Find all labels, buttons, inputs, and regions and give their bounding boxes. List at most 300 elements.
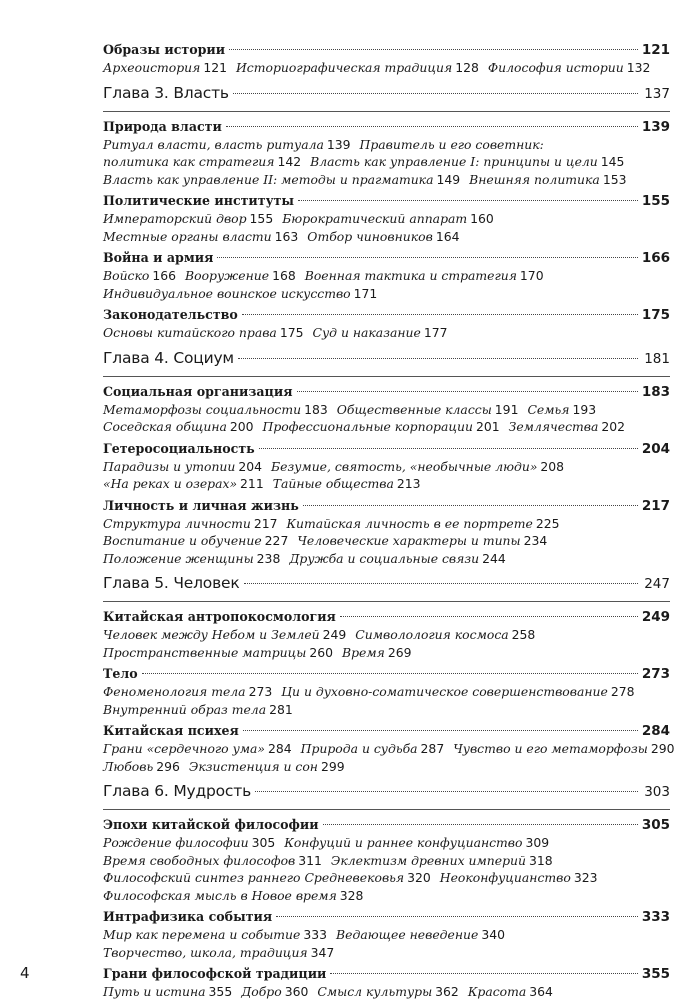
toc-chapter[interactable]: [103, 80, 670, 107]
subsection-page-number: 278: [610, 684, 635, 699]
subsection-entry[interactable]: [189, 759, 345, 774]
dot-leader: [226, 126, 638, 127]
dot-leader: [244, 583, 638, 584]
subsection-page-number: 191: [494, 401, 519, 417]
subsection-page-number: 249: [322, 627, 347, 642]
subsection-page-number: 362: [435, 984, 459, 999]
subsection-title: Символология космоса: [355, 627, 509, 642]
subsection-title: Суд и наказание: [312, 325, 421, 340]
subsection-page-number: 193: [572, 401, 597, 417]
dot-leader: [259, 448, 638, 449]
subsection-page-number: 340: [481, 927, 505, 942]
subsection-page-number: 211: [240, 476, 264, 491]
subsection-page-number: 364: [529, 984, 553, 999]
subsection-page-number: 213: [396, 476, 421, 491]
subsection-line: [103, 983, 670, 1001]
subsection-entry[interactable]: [307, 229, 459, 244]
subsection-entry[interactable]: [103, 888, 363, 903]
subsection-title: Безумие, святость, «необычные люди»: [271, 458, 538, 474]
subsection-entry[interactable]: [103, 419, 254, 434]
subsection-line: [103, 401, 670, 419]
divider: [103, 809, 670, 811]
toc-section[interactable]: [103, 305, 670, 324]
subsection-page-number: 204: [238, 458, 263, 474]
section-page-number: 333: [641, 909, 670, 925]
dot-leader: [303, 505, 638, 506]
subsection-entry[interactable]: [103, 870, 431, 885]
subsection-entry[interactable]: [103, 927, 327, 942]
subsection-title: Время: [342, 644, 385, 660]
subsection-page-number: 323: [573, 870, 598, 885]
subsection-entry[interactable]: [271, 459, 564, 474]
toc-section[interactable]: [103, 607, 670, 626]
subsection-entry[interactable]: [440, 870, 598, 885]
subsection-entry[interactable]: [301, 741, 445, 756]
subsection-entry[interactable]: [103, 551, 280, 566]
subsection-title: Смысл культуры: [317, 984, 433, 999]
section-title: Эпохи китайской философии: [103, 817, 319, 832]
chapter-page-number: 181: [644, 350, 670, 367]
subsection-line: [103, 136, 670, 154]
subsection-entry[interactable]: [103, 627, 346, 642]
section-title: Законодательство: [103, 307, 238, 322]
subsection-entry[interactable]: [103, 476, 264, 491]
section-title: Политические институты: [103, 193, 295, 208]
subsection-title: Индивидуальное воинское искусство: [103, 285, 351, 301]
subsection-page-number: 145: [600, 154, 625, 169]
toc-chapter[interactable]: [103, 570, 670, 597]
subsection-title: Власть как управление I: принципы и цели: [310, 154, 598, 169]
subsection-list: [103, 626, 670, 661]
toc-section[interactable]: [103, 382, 670, 401]
subsection-title: Бюрократический аппарат: [282, 211, 468, 226]
subsection-line: [103, 758, 670, 776]
subsection-line: [103, 210, 670, 228]
section-page-number: 155: [641, 193, 670, 209]
subsection-page-number: 200: [229, 419, 254, 434]
subsection-title: Войско: [103, 268, 150, 283]
subsection-title: Экзистенция и сон: [188, 758, 318, 774]
subsection-line: [103, 740, 675, 758]
toc-section[interactable]: [103, 191, 670, 210]
dot-leader: [242, 314, 638, 315]
subsection-title: Местные органы власти: [103, 228, 272, 244]
subsection-line: [103, 418, 670, 436]
subsection-entry[interactable]: [355, 627, 535, 642]
subsection-title: Творчество, школа, традиция: [103, 944, 308, 960]
subsection-entry[interactable]: [103, 459, 262, 474]
subsection-page-number: 132: [626, 60, 651, 75]
subsection-title: Природа и судьба: [300, 741, 418, 756]
divider: [103, 376, 670, 378]
section-title: Интрафизика события: [103, 909, 273, 924]
subsection-entry[interactable]: [282, 211, 494, 226]
subsection-entry[interactable]: [103, 702, 293, 717]
subsection-entry[interactable]: [468, 984, 553, 999]
subsection-title: Мир как перемена и событие: [103, 927, 301, 942]
subsection-entry[interactable]: [103, 154, 301, 169]
toc-section[interactable]: [103, 664, 670, 683]
subsection-line: [103, 852, 670, 870]
subsection-title: Грани «сердечного ума»: [103, 741, 265, 756]
section-title: Китайская психея: [103, 723, 239, 738]
toc-section[interactable]: [103, 117, 670, 136]
subsection-page-number: 153: [602, 171, 627, 187]
subsection-page-number: 296: [156, 758, 180, 774]
subsection-list: [103, 324, 670, 342]
toc-section[interactable]: [103, 439, 670, 458]
subsection-title: Неоконфуцианство: [439, 870, 571, 885]
subsection-title: Философская мысль в Новое время: [103, 887, 337, 903]
subsection-title: Воспитание и обучение: [103, 533, 262, 548]
subsection-page-number: 149: [436, 171, 461, 187]
subsection-title: Внутренний образ тела: [103, 701, 267, 717]
toc-section[interactable]: [103, 815, 670, 834]
section-title: Тело: [103, 666, 138, 681]
subsection-title: Дружба и социальные связи: [289, 550, 480, 566]
chapter-page-number: 303: [644, 784, 670, 800]
subsection-title: Метаморфозы социальности: [103, 401, 302, 417]
subsection-title: Пространственные матрицы: [103, 644, 307, 660]
subsection-title: политика как стратегия: [103, 154, 275, 169]
dot-leader: [243, 730, 638, 731]
subsection-page-number: 311: [298, 852, 322, 868]
subsection-title: Философия истории: [487, 60, 624, 75]
section-page-number: 139: [641, 118, 670, 135]
chapter-title: Глава 3. Власть: [103, 83, 229, 102]
subsection-page-number: 309: [525, 835, 550, 850]
subsection-entry[interactable]: [103, 172, 460, 187]
subsection-entry[interactable]: [337, 402, 519, 417]
subsection-page-number: 273: [248, 684, 273, 699]
subsection-entry[interactable]: [103, 268, 176, 283]
subsection-entry[interactable]: [289, 551, 505, 566]
subsection-entry[interactable]: [103, 211, 273, 226]
subsection-page-number: 299: [320, 758, 345, 774]
subsection-title: Общественные классы: [336, 401, 492, 417]
toc-section[interactable]: [103, 248, 670, 267]
subsection-entry[interactable]: [103, 759, 180, 774]
subsection-entry[interactable]: [236, 60, 479, 75]
section-page-number: 166: [641, 250, 670, 266]
dot-leader: [255, 791, 638, 792]
subsection-title: Эклектизм древних империй: [330, 852, 526, 868]
subsection-page-number: 166: [152, 268, 177, 283]
subsection-title: Профессиональные корпорации: [262, 419, 473, 434]
subsection-title: Основы китайского права: [103, 325, 277, 340]
subsection-entry[interactable]: [342, 645, 412, 660]
subsection-page-number: 290: [650, 741, 675, 756]
subsection-entry[interactable]: [469, 172, 626, 187]
subsection-line: [103, 267, 670, 285]
subsection-entry[interactable]: [509, 419, 625, 434]
section-page-number: 217: [641, 497, 670, 514]
subsection-title: Внешняя политика: [469, 171, 600, 187]
subsection-title: Археоистория: [103, 60, 201, 75]
subsection-page-number: 164: [435, 228, 460, 244]
dot-leader: [142, 673, 638, 674]
subsection-line: [103, 532, 670, 550]
dot-leader: [330, 973, 637, 974]
subsection-title: Ци и духовно-соматическое совершенствование: [281, 684, 608, 699]
subsection-page-number: 258: [511, 627, 536, 642]
section-title: Гетеросоциальность: [103, 440, 255, 456]
subsection-title: Власть как управление II: методы и прагматика: [103, 171, 434, 187]
subsection-title: Тайные общества: [272, 476, 394, 491]
toc-chapter[interactable]: [103, 778, 670, 805]
subsection-page-number: 328: [339, 887, 364, 903]
chapter-page-number: 247: [644, 576, 670, 592]
chapter-title: Глава 5. Человек: [103, 574, 240, 592]
subsection-title: Военная тактика и стратегия: [304, 268, 517, 283]
subsection-title: Положение женщины: [103, 550, 254, 566]
subsection-title: Историографическая традиция: [236, 60, 453, 75]
section-title: Война и армия: [103, 250, 214, 265]
dot-leader: [229, 49, 638, 50]
subsection-entry[interactable]: [103, 853, 322, 868]
subsection-line: [103, 644, 670, 662]
subsection-title: Время свободных философов: [103, 852, 296, 868]
subsection-title: Человек между Небом и Землей: [103, 627, 320, 642]
divider: [103, 601, 670, 603]
section-title: Китайская антропокосмология: [103, 609, 336, 624]
subsection-title: Китайская личность в ее портрете: [286, 515, 533, 531]
subsection-title: Императорский двор: [103, 211, 247, 226]
section-page-number: 284: [641, 723, 670, 739]
subsection-entry[interactable]: [241, 984, 308, 999]
subsection-title: Чувство и его метаморфозы: [453, 741, 648, 756]
subsection-entry[interactable]: [103, 60, 227, 75]
subsection-title: Феноменология тела: [103, 684, 246, 699]
subsection-page-number: 238: [256, 550, 281, 566]
subsection-title: Конфуций и раннее конфуцианство: [284, 835, 523, 850]
subsection-page-number: 142: [277, 154, 302, 169]
subsection-page-number: 163: [274, 228, 299, 244]
subsection-line: [103, 550, 670, 568]
subsection-line: [103, 683, 670, 701]
subsection-page-number: 177: [423, 325, 448, 340]
subsection-page-number: 305: [251, 835, 276, 850]
subsection-entry[interactable]: [281, 684, 634, 699]
subsection-title: Ведающее неведение: [336, 927, 479, 942]
subsection-line: [103, 834, 670, 852]
subsection-entry[interactable]: [103, 516, 277, 531]
section-page-number: 121: [641, 42, 670, 58]
subsection-entry[interactable]: [103, 229, 298, 244]
subsection-entry[interactable]: [527, 402, 596, 417]
subsection-title: Красота: [467, 984, 527, 999]
subsection-page-number: 171: [353, 285, 378, 301]
subsection-list: [103, 834, 670, 904]
subsection-title: Добро: [241, 984, 282, 999]
subsection-list: [103, 136, 670, 189]
subsection-page-number: 128: [455, 60, 479, 75]
section-page-number: 183: [641, 383, 670, 400]
subsection-entry[interactable]: [103, 835, 275, 850]
dot-leader: [276, 916, 638, 917]
subsection-entry[interactable]: [103, 402, 328, 417]
subsection-entry[interactable]: [185, 268, 296, 283]
subsection-line: [103, 153, 670, 171]
subsection-page-number: 355: [208, 984, 233, 999]
subsection-page-number: 360: [284, 984, 309, 999]
section-page-number: 273: [641, 666, 670, 682]
subsection-line: [103, 887, 670, 905]
subsection-entry[interactable]: [103, 741, 292, 756]
subsection-entry[interactable]: [103, 325, 303, 340]
subsection-page-number: 347: [310, 944, 335, 960]
subsection-line: [103, 458, 670, 476]
dot-leader: [323, 824, 638, 825]
dot-leader: [238, 358, 638, 359]
subsection-list: [103, 683, 670, 718]
subsection-entry[interactable]: [103, 533, 288, 548]
subsection-title: Соседская община: [103, 419, 227, 434]
subsection-title: Человеческие характеры и типы: [297, 533, 521, 548]
dot-leader: [298, 200, 638, 201]
subsection-entry[interactable]: [103, 684, 272, 699]
subsection-entry[interactable]: [284, 835, 549, 850]
subsection-page-number: 139: [326, 136, 351, 152]
dot-leader: [340, 616, 638, 617]
subsection-page-number: 284: [268, 741, 292, 756]
subsection-entry[interactable]: [103, 286, 377, 301]
subsection-entry[interactable]: [312, 325, 447, 340]
subsection-line: [103, 701, 670, 719]
subsection-page-number: 208: [540, 458, 565, 474]
page-number: 4: [20, 964, 30, 982]
subsection-title: Отбор чиновников: [307, 228, 433, 244]
subsection-page-number: 260: [309, 644, 334, 660]
subsection-entry[interactable]: [273, 476, 421, 491]
subsection-entry[interactable]: [305, 268, 544, 283]
subsection-title: Рождение философии: [103, 835, 249, 850]
subsection-page-number: 202: [601, 419, 626, 434]
subsection-line: [103, 926, 670, 944]
subsection-entry[interactable]: [103, 945, 334, 960]
subsection-entry[interactable]: [317, 984, 458, 999]
toc-section[interactable]: [103, 496, 670, 515]
subsection-page-number: 160: [470, 211, 494, 226]
subsection-list: [103, 515, 670, 568]
subsection-page-number: 269: [387, 644, 412, 660]
subsection-line: [103, 869, 670, 887]
table-of-contents: [103, 40, 675, 1004]
subsection-entry[interactable]: [103, 137, 351, 152]
toc-section[interactable]: [103, 907, 670, 926]
subsection-page-number: 155: [249, 211, 274, 226]
subsection-page-number: 121: [203, 60, 227, 75]
subsection-line: [103, 59, 670, 77]
subsection-page-number: 234: [523, 533, 548, 548]
dot-leader: [297, 391, 638, 392]
subsection-list: [103, 59, 670, 77]
subsection-line: [103, 626, 670, 644]
section-title: Личность и личная жизнь: [103, 497, 299, 513]
divider: [103, 111, 670, 113]
subsection-title: Структура личности: [103, 515, 251, 531]
subsection-page-number: 168: [272, 268, 296, 283]
subsection-list: [103, 401, 670, 436]
subsection-entry[interactable]: [286, 516, 559, 531]
subsection-line: [103, 944, 670, 962]
subsection-title: Ритуал власти, власть ритуала: [103, 136, 324, 152]
section-page-number: 305: [641, 817, 670, 833]
toc-section[interactable]: [103, 721, 670, 740]
subsection-entry[interactable]: [453, 741, 674, 756]
subsection-title: Путь и истина: [103, 984, 206, 999]
subsection-line: [103, 475, 670, 493]
subsection-title: Парадизы и утопии: [103, 458, 236, 474]
subsection-list: [103, 267, 670, 302]
subsection-line: [103, 324, 670, 342]
subsection-page-number: 217: [253, 515, 278, 531]
subsection-page-number: 281: [269, 701, 293, 717]
subsection-title: Правитель и его советник:: [359, 136, 544, 152]
subsection-page-number: 287: [420, 741, 445, 756]
subsection-title: Вооружение: [185, 268, 270, 283]
subsection-entry[interactable]: [263, 419, 500, 434]
section-title: Природа власти: [103, 118, 222, 134]
subsection-line: [103, 171, 670, 189]
subsection-entry[interactable]: [336, 927, 505, 942]
toc-chapter[interactable]: [103, 345, 670, 372]
subsection-page-number: 318: [528, 852, 553, 868]
subsection-entry[interactable]: [103, 645, 333, 660]
section-page-number: 249: [641, 609, 670, 625]
subsection-title: Семья: [527, 401, 570, 417]
chapter-page-number: 137: [644, 85, 670, 102]
subsection-line: [103, 515, 670, 533]
subsection-list: [103, 740, 675, 775]
subsection-list: [103, 210, 670, 245]
subsection-page-number: 225: [535, 515, 560, 531]
chapter-title: Глава 6. Мудрость: [103, 782, 252, 800]
subsection-page-number: 175: [279, 325, 304, 340]
subsection-entry[interactable]: [488, 60, 651, 75]
dot-leader: [217, 257, 637, 258]
subsection-entry[interactable]: [297, 533, 547, 548]
subsection-entry[interactable]: [103, 984, 232, 999]
subsection-line: [103, 285, 670, 303]
toc-section[interactable]: [103, 40, 670, 59]
subsection-page-number: 201: [475, 419, 500, 434]
subsection-entry[interactable]: [360, 137, 544, 152]
subsection-title: Философский синтез раннего Средневековья: [103, 870, 405, 885]
subsection-title: Любовь: [103, 758, 154, 774]
subsection-list: [103, 458, 670, 493]
subsection-page-number: 333: [303, 927, 328, 942]
toc-section[interactable]: [103, 964, 670, 983]
subsection-list: [103, 983, 670, 1001]
subsection-page-number: 183: [304, 401, 328, 417]
subsection-line: [103, 228, 670, 246]
subsection-entry[interactable]: [310, 154, 624, 169]
subsection-page-number: 170: [519, 268, 544, 283]
section-title: Образы истории: [103, 42, 226, 57]
subsection-page-number: 227: [264, 533, 289, 548]
subsection-title: «На реках и озерах»: [103, 476, 238, 491]
section-title: Грани философской традиции: [103, 966, 327, 981]
subsection-entry[interactable]: [331, 853, 553, 868]
chapter-title: Глава 4. Социум: [103, 348, 234, 367]
subsection-list: [103, 926, 670, 961]
subsection-title: Землячества: [508, 419, 599, 434]
subsection-page-number: 320: [407, 870, 431, 885]
dot-leader: [233, 93, 638, 94]
section-title: Социальная организация: [103, 383, 293, 399]
section-page-number: 175: [641, 307, 670, 323]
